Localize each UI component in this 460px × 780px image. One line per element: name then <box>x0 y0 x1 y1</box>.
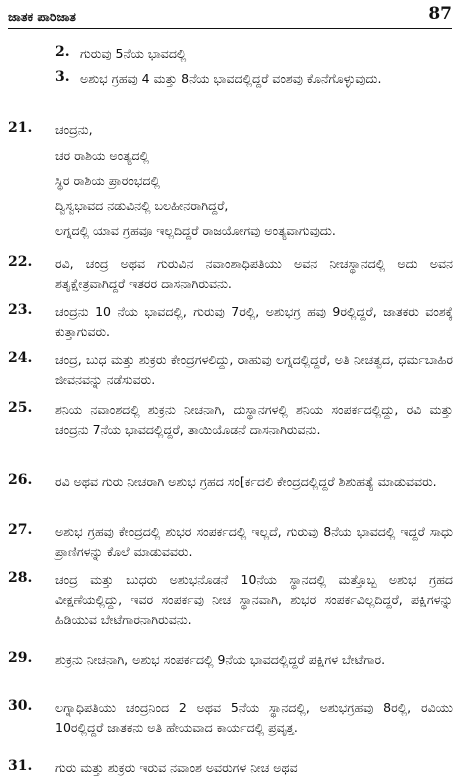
item-text: ಗುರುವು 5ನೆಯ ಭಾವದಲ್ಲಿ <box>80 46 187 61</box>
page-number: 87 <box>428 4 452 24</box>
item-text: ಗುರು ಮತ್ತು ಶುಕ್ರರು ಇರುವ ನವಾಂಶ ಅವರುಗಳ ನೀಚ ಅಥವ <box>55 760 298 775</box>
running-title: ಜಾತಕ ಪಾರಿಜಾತ <box>8 9 76 24</box>
item-line: ಚಂದ್ರನು, <box>55 122 93 137</box>
item-number: 27. <box>8 522 33 538</box>
item-text: ಅಶುಭ ಗ್ರಹವು ಕೇಂದ್ರದಲ್ಲಿ ಶುಭರ ಸಂಪರ್ಕದಲ್ಲಿ ಇಲ್ಲದೆ, ಗುರುವು 8ನೆಯ ಭಾವದಲ್ಲಿ ಇದ್ದರೆ ಸಾಧು ಪ್ರಾಣಿಗಳನ್ನು ಕೊಲೆ ಮಾಡುವವರು. <box>55 524 453 559</box>
item-text: ಚಂದ್ರನು 10 ನೆಯ ಭಾವದಲ್ಲಿ, ಗುರುವು 7ರಲ್ಲಿ, ಅಶುಭಗ್ರ ಹವು 9ರಲ್ಲಿದ್ದರೆ, ಜಾತಕರು ವಂಶಕ್ಕೆ ಕುತ್ತಾಗುವರು. <box>55 304 453 339</box>
item-text: ಶನಿಯ ನವಾಂಶದಲ್ಲಿ ಶುಕ್ರನು ನೀಚನಾಗಿ, ದುಸ್ಥಾನಗಳಲ್ಲಿ ಶನಿಯ ಸಂಪರ್ಕದಲ್ಲಿದ್ದು, ರವಿ ಮತ್ತು ಚಂದ್ರನು 7ನೆಯ ಭಾವದಲ್ಲಿದ್ದರೆ, ತಾಯಿಯೊಡನೆ ದಾಸನಾಗಿರುವನು. <box>55 402 453 437</box>
item-number: 3. <box>55 69 70 85</box>
item-number: 30. <box>8 698 33 714</box>
item-number: 23. <box>8 302 33 318</box>
item-number: 26. <box>8 472 33 488</box>
item-text: ಲಗ್ನಾಧಿಪತಿಯು ಚಂದ್ರನಿಂದ 2 ಅಥವ 5ನೆಯ ಸ್ಥಾನದಲ್ಲಿ, ಅಶುಭಗ್ರಹವು 8ರಲ್ಲಿ, ರವಿಯು 10ರಲ್ಲಿದ್ದರೆ ಜಾತಕನು ಅತಿ ಹೇಯವಾದ ಕಾರ್ಯದಲ್ಲಿ ಪ್ರವೃತ್ತ. <box>55 700 453 735</box>
item-line: ಚರ ರಾಶಿಯ ಅಂತ್ಯದಲ್ಲಿ <box>55 148 150 163</box>
item-number: 25. <box>8 400 33 416</box>
item-number: 2. <box>55 44 70 60</box>
item-text: ರವಿ, ಚಂದ್ರ ಅಥವ ಗುರುವಿನ ನವಾಂಶಾಧಿಪತಿಯು ಅವನ ನೀಚಸ್ಥಾನದಲ್ಲಿ ಅದು ಅವನ ಶತೃಕ್ಷೇತ್ರವಾಗಿದ್ದರೆ ಇತರರ ದಾಸನಾಗಿರುವನು. <box>55 256 453 291</box>
page-header <box>8 6 452 30</box>
item-number: 22. <box>8 254 33 270</box>
item-text: ಶುಕ್ರನು ನೀಚನಾಗಿ, ಅಶುಭ ಸಂಪರ್ಕದಲ್ಲಿ 9ನೆಯ ಭಾವದಲ್ಲಿದ್ದರೆ ಪಕ್ಷಿಗಳ ಬೇಟೆಗಾರ. <box>55 652 386 667</box>
item-number: 21. <box>8 120 33 136</box>
item-line: ಸ್ಥಿರ ರಾಶಿಯ ಪ್ರಾರಂಭದಲ್ಲಿ <box>55 173 160 188</box>
item-line: ಲಗ್ನದಲ್ಲಿ ಯಾವ ಗ್ರಹವೂ ಇಲ್ಲದಿದ್ದರೆ ರಾಜಯೋಗವು ಅಂತ್ಯವಾಗುವುದು. <box>55 223 336 238</box>
item-text: ರವಿ ಅಥವ ಗುರು ನೀಚರಾಗಿ ಅಶುಭ ಗ್ರಹದ ಸಂ[ರ್ಕದಲಿ ಕೇಂದ್ರದಲ್ಲಿದ್ದರೆ ಶಿಶುಹತ್ಯೆ ಮಾಡುವವರು. <box>55 474 437 489</box>
item-number: 31. <box>8 758 33 774</box>
item-number: 29. <box>8 650 33 666</box>
item-text: ಅಶುಭ ಗ್ರಹವು 4 ಮತ್ತು 8ನೆಯ ಭಾವದಲ್ಲಿದ್ದರೆ ವಂಶವು ಕೊನೆಗೊಳ್ಳುವುದು. <box>80 71 382 86</box>
item-line: ದ್ವಿಸ್ವಭಾವದ ನಡುವಿನಲ್ಲಿ ಬಲಹೀನರಾಗಿದ್ದರೆ, <box>55 198 229 213</box>
header-rule <box>8 28 452 29</box>
item-number: 24. <box>8 350 33 366</box>
item-number: 28. <box>8 570 33 586</box>
item-text: ಚಂದ್ರ, ಬುಧ ಮತ್ತು ಶುಕ್ರರು ಕೇಂದ್ರಗಳಲಿದ್ದು, ರಾಹುವು ಲಗ್ನದಲ್ಲಿದ್ದರೆ, ಅತಿ ನೀಚತ್ವದ, ಧರ್ಮಬಾಹಿರ ಜೀವನವನ್ನು ನಡೆಸುವರು. <box>55 352 453 387</box>
item-text: ಚಂದ್ರ ಮತ್ತು ಬುಧರು ಅಶುಭನೊಡನೆ 10ನೆಯ ಸ್ಥಾನದಲ್ಲಿ ಮತ್ತೊಬ್ಬ ಅಶುಭ ಗ್ರಹದ ವೀಕ್ಷಣೆಯಲ್ಲಿದ್ದು, ಇವರ ಸಂಪರ್ಕವು ನೀಚ ಸ್ಥಾನವಾಗಿ, ಶುಭರ ಸಂಪರ್ಕವಿಲ್ಲದಿದ್ದರೆ, ಪಕ್ಷಿಗಳನ್ನು ಹಿಡಿಯುವ ಬೇಟೆಗಾರನಾಗಿರುವನು. <box>55 572 453 627</box>
